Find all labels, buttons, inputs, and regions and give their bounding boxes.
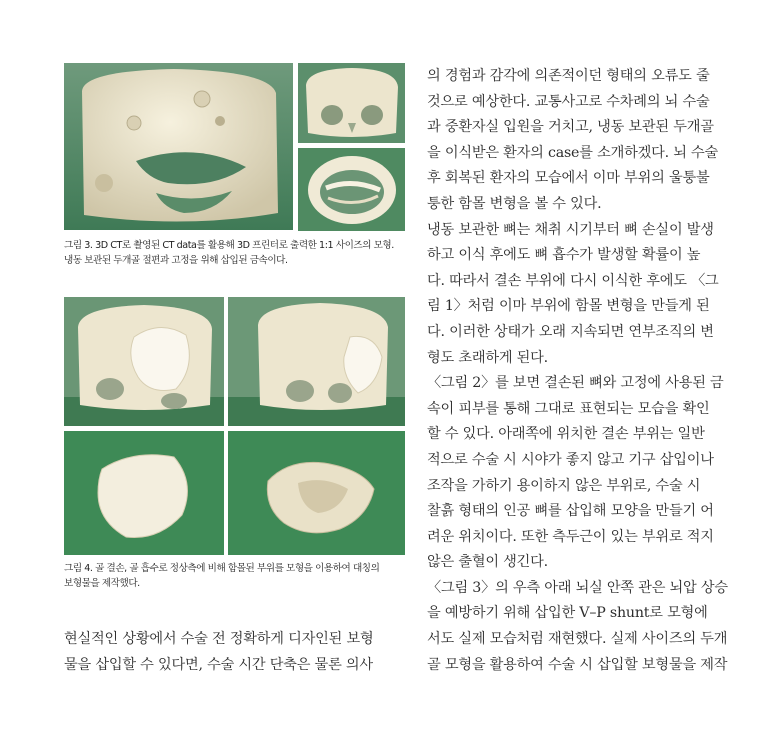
right-line-12: 형도 초래하게 된다. bbox=[427, 349, 548, 366]
right-line-24: 골 모형을 활용하여 수술 시 삽입할 보형물을 제작 bbox=[427, 656, 728, 673]
figure-3-caption bbox=[64, 238, 394, 268]
right-line-14: 속이 피부를 통해 그대로 표현되는 모습을 확인 bbox=[427, 400, 710, 417]
fig4-photo-implant-front bbox=[64, 431, 224, 555]
right-line-4: 을 이식받은 환자의 case를 소개하겠다. 뇌 수술 bbox=[427, 144, 719, 161]
right-line-17: 조작을 가하기 용이하지 않은 부위로, 수술 시 bbox=[427, 477, 701, 494]
right-line-3: 과 중환자실 입원을 거치고, 냉동 보관된 두개골 bbox=[427, 119, 714, 136]
left-line-2: 물을 삽입할 수 있다면, 수술 시간 단축은 물론 의사 bbox=[64, 656, 373, 673]
figure-4-caption-line-2: 보형물을 제작했다. bbox=[64, 578, 140, 589]
right-line-16: 적으로 수술 시 시야가 좋지 않고 기구 삽입이나 bbox=[427, 451, 714, 468]
right-line-19: 려운 위치이다. 또한 측두근이 있는 부위로 적지 bbox=[427, 528, 714, 545]
right-line-8: 하고 이식 후에도 뼈 흡수가 발생할 확률이 높 bbox=[427, 247, 701, 264]
fig4-photo-skull-defect-front bbox=[64, 297, 224, 426]
right-line-6: 퉁한 함몰 변형을 볼 수 있다. bbox=[427, 195, 602, 212]
right-line-18: 찰흙 형태의 인공 뼈를 삽입해 모양을 만들기 어 bbox=[427, 503, 714, 520]
fig3-photo-skull-inside bbox=[298, 148, 405, 231]
right-line-7: 냉동 보관한 뼈는 채취 시기부터 뼈 손실이 발생 bbox=[427, 221, 714, 238]
fig3-photo-skull-top bbox=[298, 63, 405, 143]
right-line-21: 〈그림 3〉의 우측 아래 뇌실 안쪽 관은 뇌압 상승 bbox=[427, 579, 728, 596]
right-line-1: 의 경험과 감각에 의존적이던 형태의 오류도 줄 bbox=[427, 68, 710, 84]
fig3-photo-skull-front bbox=[64, 63, 293, 230]
left-line-1: 현실적인 상황에서 수술 전 정확하게 디자인된 보형 bbox=[64, 631, 374, 647]
figure-4-caption bbox=[64, 561, 379, 591]
right-line-2: 것으로 예상한다. 교통사고로 수차례의 뇌 수술 bbox=[427, 93, 710, 110]
right-line-10: 림 1〉처럼 이마 부위에 함몰 변형을 만들게 된 bbox=[427, 298, 710, 315]
right-line-9: 다. 따라서 결손 부위에 다시 이식한 후에도 〈그 bbox=[427, 272, 719, 289]
right-line-11: 다. 이러한 상태가 오래 지속되면 연부조직의 변 bbox=[427, 323, 714, 340]
figure-4-caption-line-1: 그림 4. 골 결손, 골 흡수로 정상측에 비해 함몰된 부위를 모형을 이용하여 대칭의 bbox=[64, 563, 380, 574]
fig4-photo-skull-defect-side bbox=[228, 297, 405, 426]
figure-3-caption-line-1: 그림 3. 3D CT로 촬영된 CT data를 활용해 3D 프린터로 출력한 1:1 사이즈의 모형. bbox=[64, 240, 394, 251]
right-line-23: 서도 실제 모습처럼 재현했다. 실제 사이즈의 두개 bbox=[427, 631, 728, 648]
right-line-13: 〈그림 2〉를 보면 결손된 뼈와 고정에 사용된 금 bbox=[427, 375, 724, 392]
right-line-5: 후 회복된 환자의 모습에서 이마 부위의 울퉁불 bbox=[427, 170, 710, 187]
left-column-text bbox=[64, 627, 404, 678]
right-column-text bbox=[427, 64, 727, 678]
fig4-photo-implant-back bbox=[228, 431, 405, 555]
right-line-22: 을 예방하기 위해 삽입한 V–P shunt로 모형에 bbox=[427, 605, 708, 622]
right-line-20: 않은 출혈이 생긴다. bbox=[427, 554, 548, 571]
right-line-15: 할 수 있다. 아래쪽에 위치한 결손 부위는 일반 bbox=[427, 426, 705, 443]
figure-3-caption-line-2: 냉동 보관된 두개골 절편과 고정을 위해 삽입된 금속이다. bbox=[64, 255, 288, 266]
